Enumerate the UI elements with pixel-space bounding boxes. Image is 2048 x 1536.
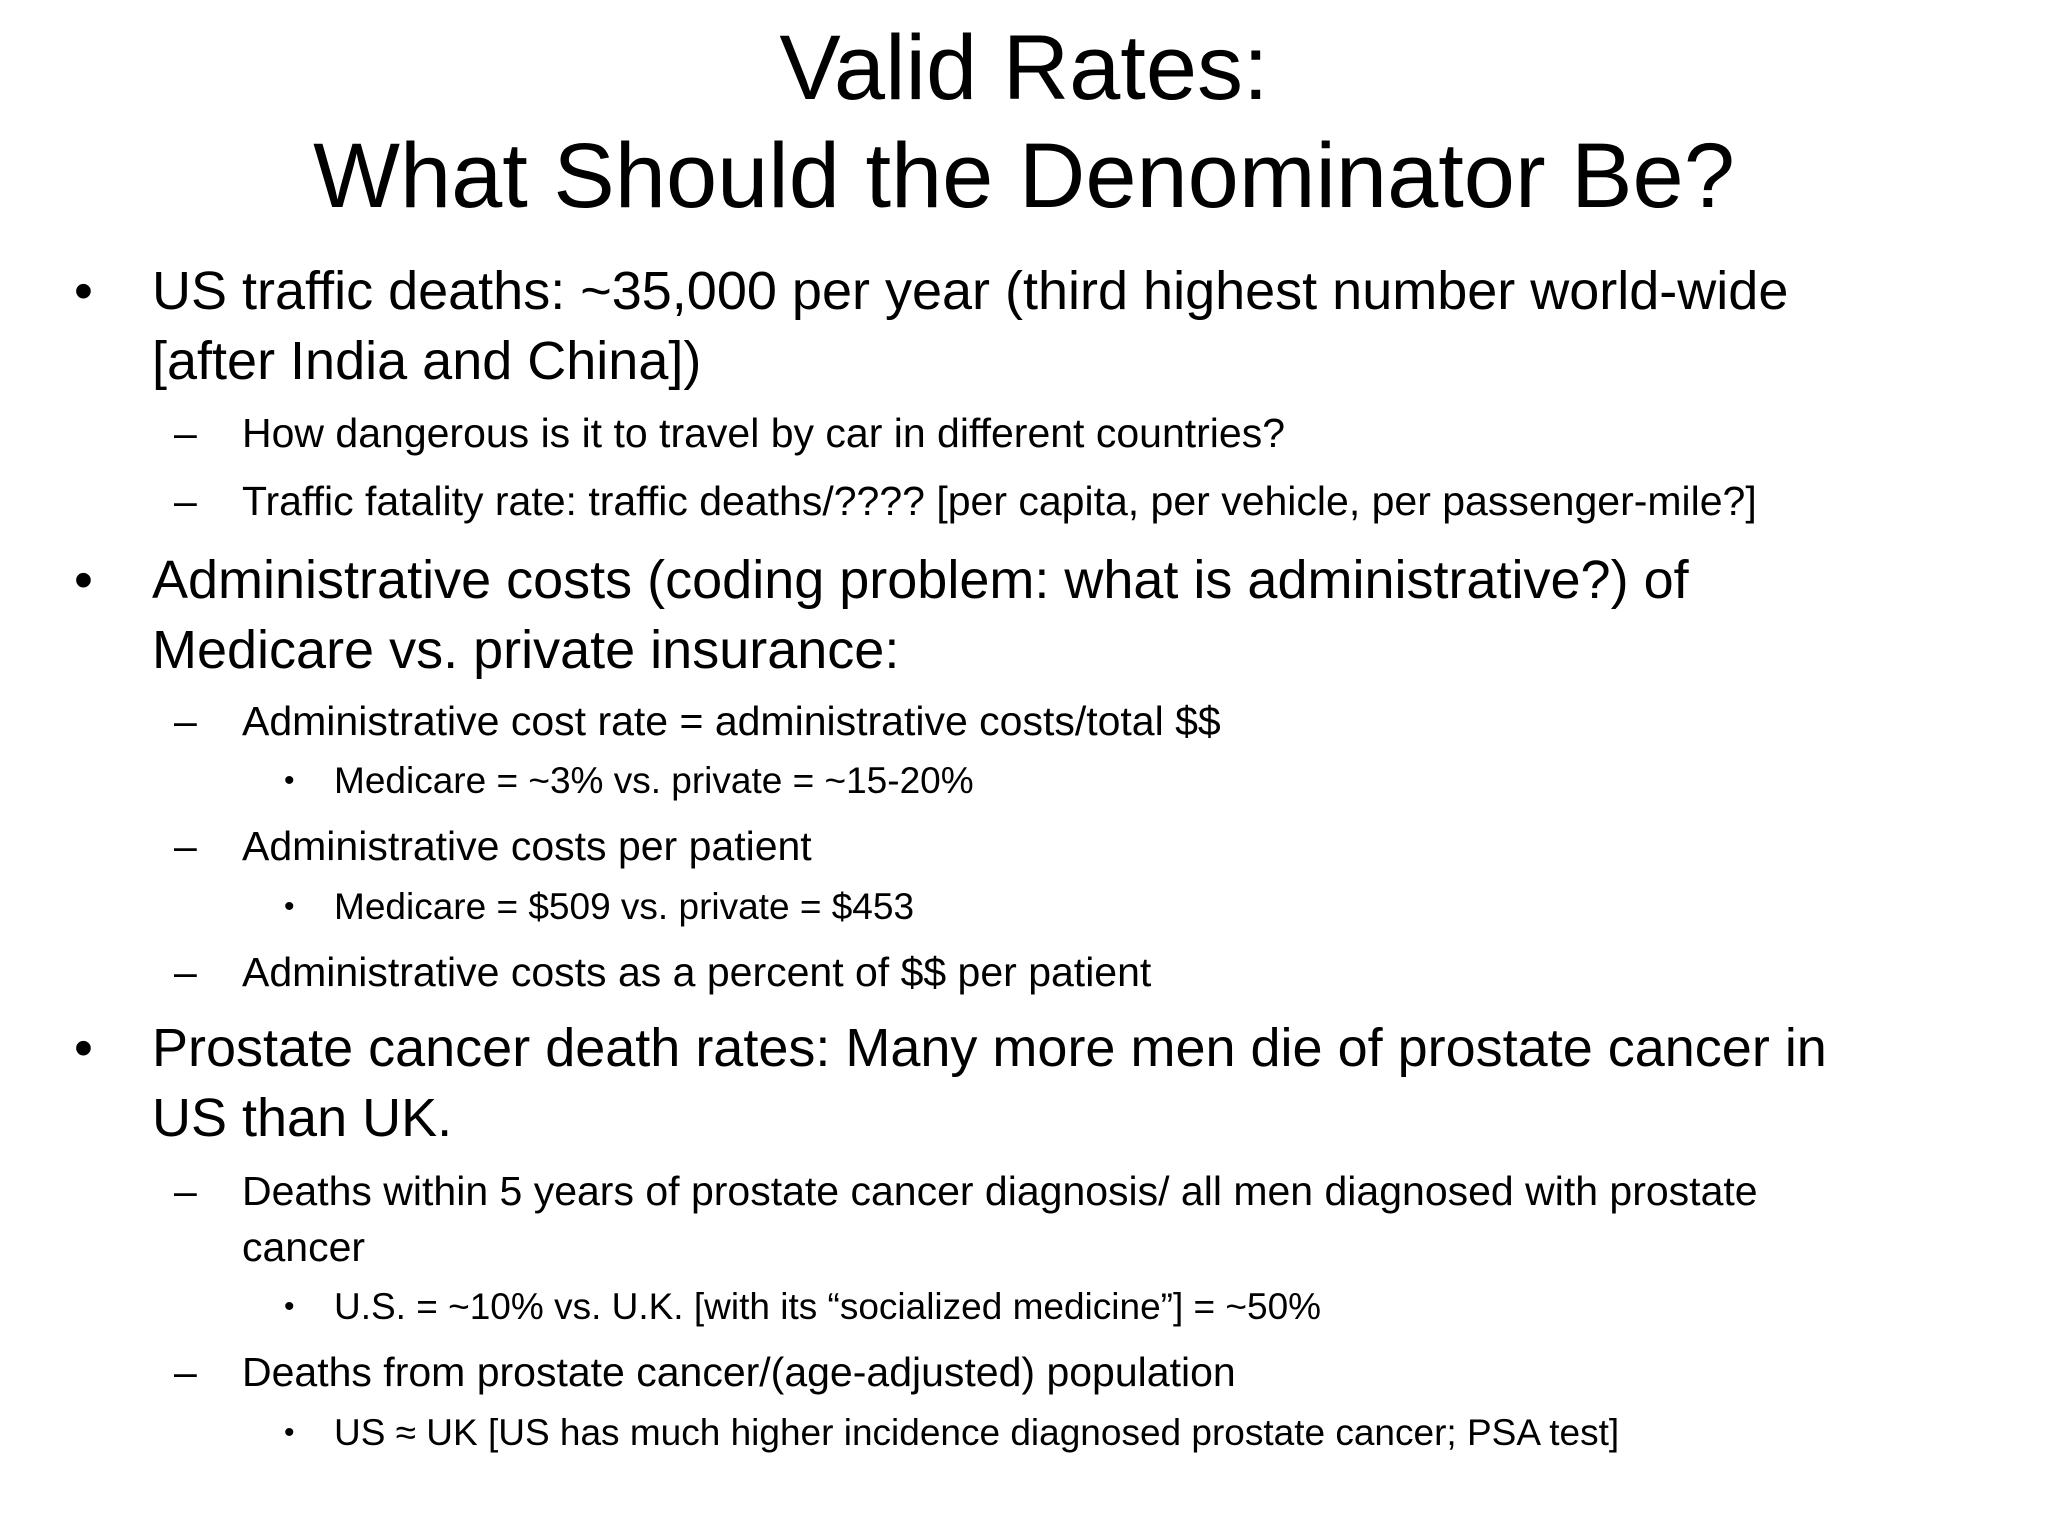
dash-marker: –	[174, 1349, 197, 1395]
subsubbullet-text: U.S. = ~10% vs. U.K. [with its “socialized medicine”] = ~50%	[334, 1286, 1322, 1327]
subbullet-text: Administrative costs per patient	[242, 823, 812, 869]
subsubbullet-text: US ≈ UK [US has much higher incidence diagnosed prostate cancer; PSA test]	[334, 1412, 1620, 1453]
slide-title-line-1: Valid Rates:	[779, 17, 1269, 119]
bullet-marker: •	[74, 261, 93, 321]
slide-title-line-2: What Should the Denominator Be?	[313, 125, 1735, 227]
subbullet-line-2: cancer	[242, 1224, 366, 1270]
subbullet-admin-costs-per-patient	[174, 818, 812, 874]
subsubbullet-text: Medicare = $509 vs. private = $453	[334, 886, 915, 927]
bullet-prostate-cancer	[74, 1013, 1827, 1153]
dash-marker: –	[174, 1168, 197, 1214]
bullet-line-2: [after India and China])	[152, 331, 702, 391]
subbullet-deaths-within-5-years	[174, 1163, 1758, 1275]
dash-marker: –	[174, 949, 197, 995]
subbullet-admin-costs-percent	[174, 944, 1152, 1000]
subsubbullet-us-approx-uk	[284, 1410, 1620, 1456]
bullet-text	[152, 1013, 1827, 1153]
subbullet-text: Traffic fatality rate: traffic deaths/???? [per capita, per vehicle, per passenger-mile?]	[242, 478, 1757, 524]
subbullet-deaths-age-adjusted	[174, 1344, 1236, 1400]
bullet-marker: •	[74, 1018, 93, 1078]
subbullet-text: Administrative costs as a percent of $$ per patient	[242, 949, 1152, 995]
dash-marker: –	[174, 410, 197, 456]
bullet-line-1: Prostate cancer death rates: Many more men die of prostate cancer in	[152, 1018, 1827, 1078]
bullet-administrative-costs	[74, 545, 1689, 685]
bullet-marker: •	[284, 890, 295, 923]
bullet-line-1: Administrative costs (coding problem: what is administrative?) of	[152, 550, 1689, 610]
subbullet-text: Deaths from prostate cancer/(age-adjusted) population	[242, 1349, 1236, 1395]
subbullet-text	[242, 1163, 1758, 1275]
subbullet-admin-cost-rate	[174, 693, 1221, 749]
bullet-traffic-deaths	[74, 256, 1789, 396]
subsubbullet-us-uk-5-year	[284, 1284, 1322, 1330]
bullet-marker: •	[284, 764, 295, 797]
subbullet-car-danger	[174, 405, 1285, 461]
bullet-text	[152, 545, 1689, 685]
dash-marker: –	[174, 823, 197, 869]
subsubbullet-text: Medicare = ~3% vs. private = ~15-20%	[334, 760, 974, 801]
bullet-line-2: Medicare vs. private insurance:	[152, 620, 900, 680]
subbullet-text: How dangerous is it to travel by car in different countries?	[242, 410, 1285, 456]
dash-marker: –	[174, 478, 197, 524]
bullet-line-1: US traffic deaths: ~35,000 per year (third highest number world-wide	[152, 261, 1789, 321]
bullet-marker: •	[284, 1416, 295, 1449]
bullet-marker: •	[74, 550, 93, 610]
dash-marker: –	[174, 698, 197, 744]
bullet-text	[152, 256, 1788, 396]
bullet-marker: •	[284, 1290, 295, 1323]
bullet-line-2: US than UK.	[152, 1088, 453, 1148]
subsubbullet-medicare-per-patient	[284, 884, 915, 930]
subsubbullet-medicare-rate	[284, 758, 974, 804]
subbullet-text: Administrative cost rate = administrative costs/total $$	[242, 698, 1221, 744]
subbullet-fatality-rate	[174, 473, 1757, 529]
subbullet-line-1: Deaths within 5 years of prostate cancer diagnosis/ all men diagnosed with prostate	[242, 1168, 1758, 1214]
